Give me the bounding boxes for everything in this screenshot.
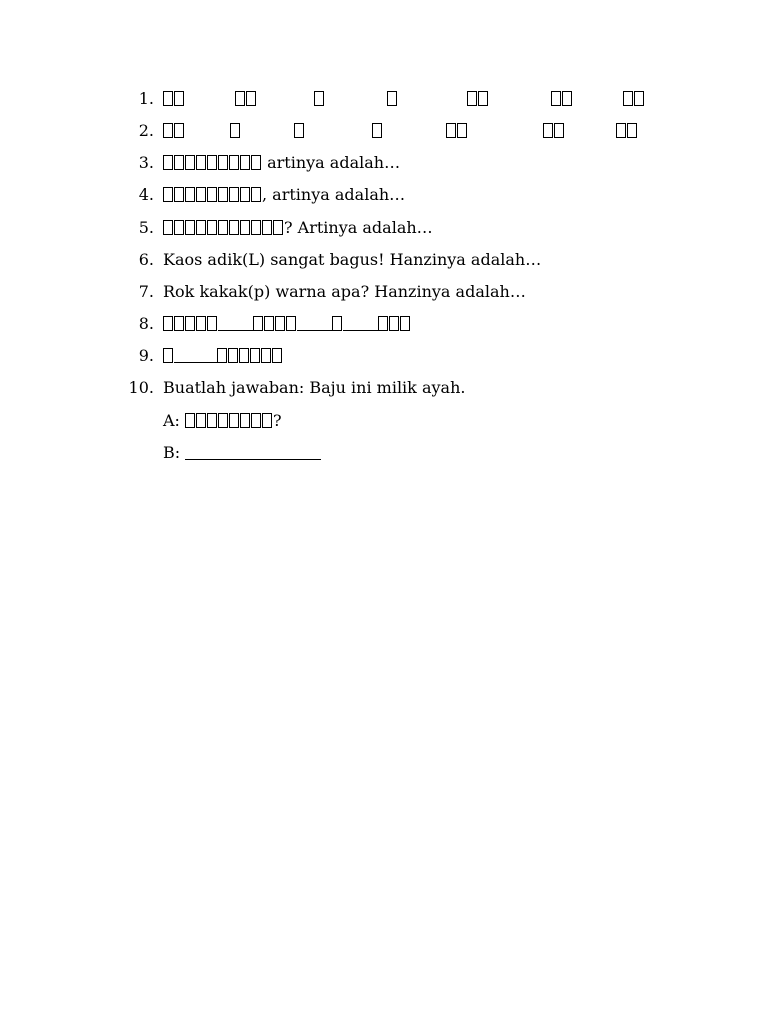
question-number: 5.	[138, 218, 154, 237]
question-text: Kaos adik(L) sangat bagus! Hanzinya adalah…	[163, 250, 542, 269]
word-box	[163, 119, 185, 143]
question-text	[163, 183, 405, 207]
vocab-row-1	[163, 87, 663, 111]
word-box	[230, 119, 241, 143]
answer-blank[interactable]	[218, 314, 253, 331]
word-box	[623, 87, 645, 111]
word-box	[163, 87, 185, 111]
question-number: 6.	[138, 250, 154, 269]
question-suffix: ? Artinya adalah…	[284, 218, 433, 237]
fill-in-sentence	[163, 344, 283, 368]
question-number: 10.	[128, 378, 154, 397]
question-text: Rok kakak(p) warna apa? Hanzinya adalah…	[163, 282, 526, 301]
answer-line[interactable]	[185, 443, 321, 460]
word-box	[446, 119, 468, 143]
vocab-row-2	[163, 119, 663, 143]
word-box	[387, 87, 398, 111]
answer-blank[interactable]	[174, 346, 217, 363]
question-number: 9.	[138, 346, 154, 365]
word-box	[372, 119, 383, 143]
dialog-a-label: A:	[163, 411, 180, 430]
dialog-a-suffix: ?	[273, 411, 282, 430]
word-box	[314, 87, 325, 111]
question-number: 8.	[138, 314, 154, 333]
word-box	[551, 87, 573, 111]
word-box	[467, 87, 489, 111]
question-suffix: artinya adalah…	[262, 153, 401, 172]
dialog-b-label: B:	[163, 443, 181, 462]
question-number: 7.	[138, 282, 154, 301]
question-number: 3.	[138, 153, 154, 172]
word-box	[616, 119, 638, 143]
answer-blank[interactable]	[297, 314, 332, 331]
fill-in-sentence	[163, 312, 411, 336]
word-box	[543, 119, 565, 143]
question-number: 4.	[138, 185, 154, 204]
question-text	[163, 216, 433, 240]
word-box	[294, 119, 305, 143]
answer-blank[interactable]	[343, 314, 378, 331]
word-box	[235, 87, 257, 111]
question-number: 1.	[138, 89, 154, 108]
question-text	[163, 151, 400, 175]
question-number: 2.	[138, 121, 154, 140]
question-text: Buatlah jawaban: Baju ini milik ayah.	[163, 378, 466, 397]
question-suffix: , artinya adalah…	[262, 185, 406, 204]
